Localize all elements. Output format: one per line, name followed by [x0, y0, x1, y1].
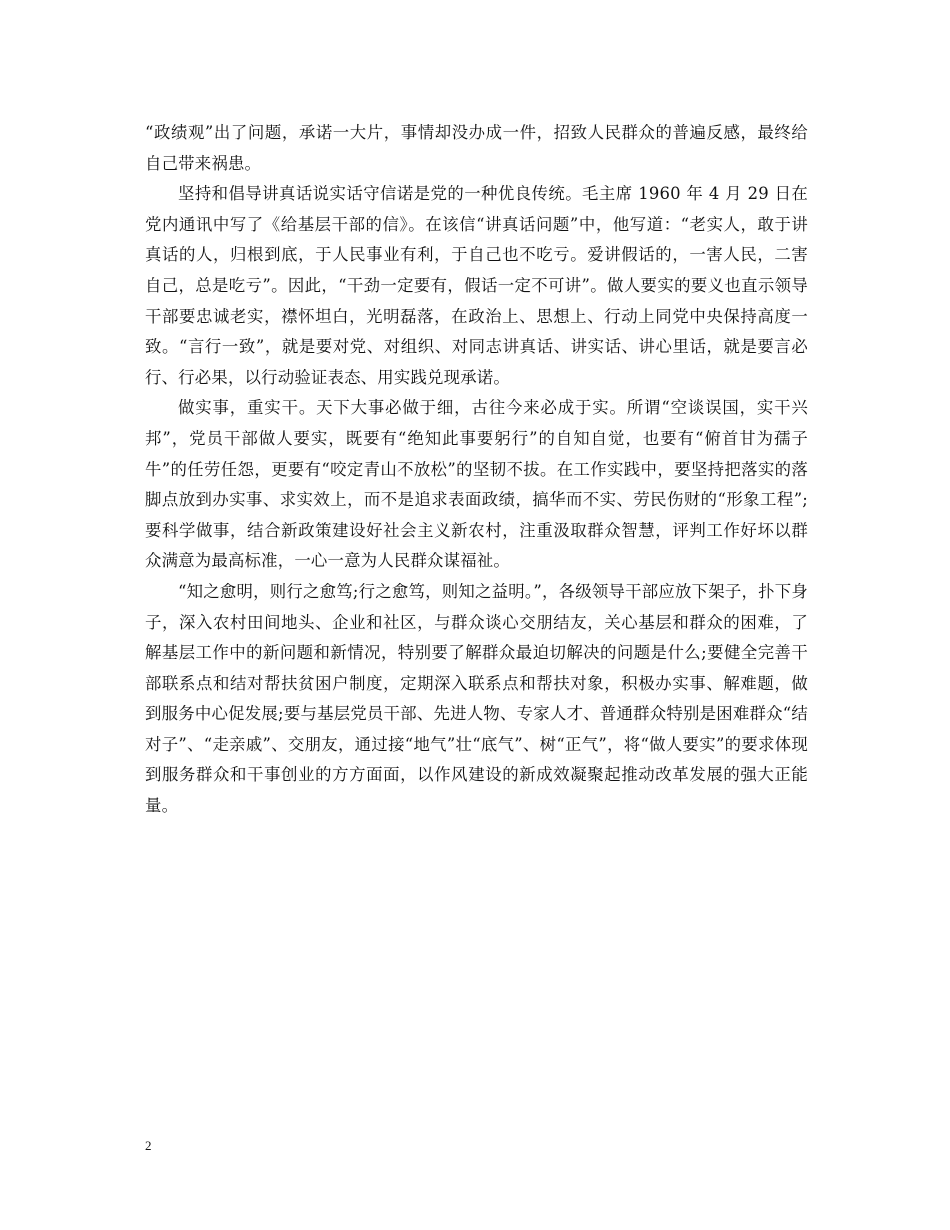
- paragraph-4: “知之愈明，则行之愈笃;行之愈笃，则知之益明。”，各级领导干部应放下架子，扑下身子，深入农村田间地头、企业和社区，与群众谈心交朋结友，关心基层和群众的困难，了解基层工作中的新问题和新情况，特别要了解群众最迫切解决的问题是什么;要健全完善干部联系点和结对帮扶贫困户制度，定期深入联系点和帮扶对象，积极办实事、解难题，做到服务中心促发展;要与基层党员干部、先进人物、专家人才、普通群众特别是困难群众“结对子”、“走亲戚”、交朋友，通过接“地气”壮“底气”、树“正气”，将“做人要实”的要求体现到服务群众和干事创业的方方面面，以作风建设的新成效凝聚起推动改革发展的强大正能量。: [145, 581, 808, 816]
- document-body: [145, 118, 808, 822]
- paragraph-2: 坚持和倡导讲真话说实话守信诺是党的一种优良传统。毛主席 1960 年 4 月 29 日在党内通讯中写了《给基层干部的信》。在该信“讲真话问题”中，他写道：“老实人，敢于讲真话的人，归根到底，于人民事业有利，于自己也不吃亏。爱讲假话的，一害人民，二害自己，总是吃亏”。因此，“干劲一定要有，假话一定不可讲”。做人要实的要义也直示领导干部要忠诚老实，襟怀坦白，光明磊落，在政治上、思想上、行动上同党中央保持高度一致。“言行一致”，就是要对党、对组织、对同志讲真话、讲实话、讲心里话，就是要言必行、行必果，以行动验证表态、用实践兑现承诺。: [145, 184, 808, 387]
- paragraph-3: 做实事，重实干。天下大事必做于细，古往今来必成于实。所谓“空谈误国，实干兴邦”，党员干部做人要实，既要有“绝知此事要躬行”的自知自觉，也要有“俯首甘为孺子牛”的任劳任怨，更要有“咬定青山不放松”的坚韧不拔。在工作实践中，要坚持把落实的落脚点放到办实事、求实效上，而不是追求表面政绩，搞华而不实、劳民伤财的“形象工程”;要科学做事，结合新政策建设好社会主义新农村，注重汲取群众智慧，评判工作好坏以群众满意为最高标准，一心一意为人民群众谋福祉。: [145, 398, 808, 571]
- paragraph-1: “政绩观”出了问题，承诺一大片，事情却没办成一件，招致人民群众的普遍反感，最终给自己带来祸患。: [145, 123, 808, 173]
- page-number: 2: [145, 1138, 152, 1153]
